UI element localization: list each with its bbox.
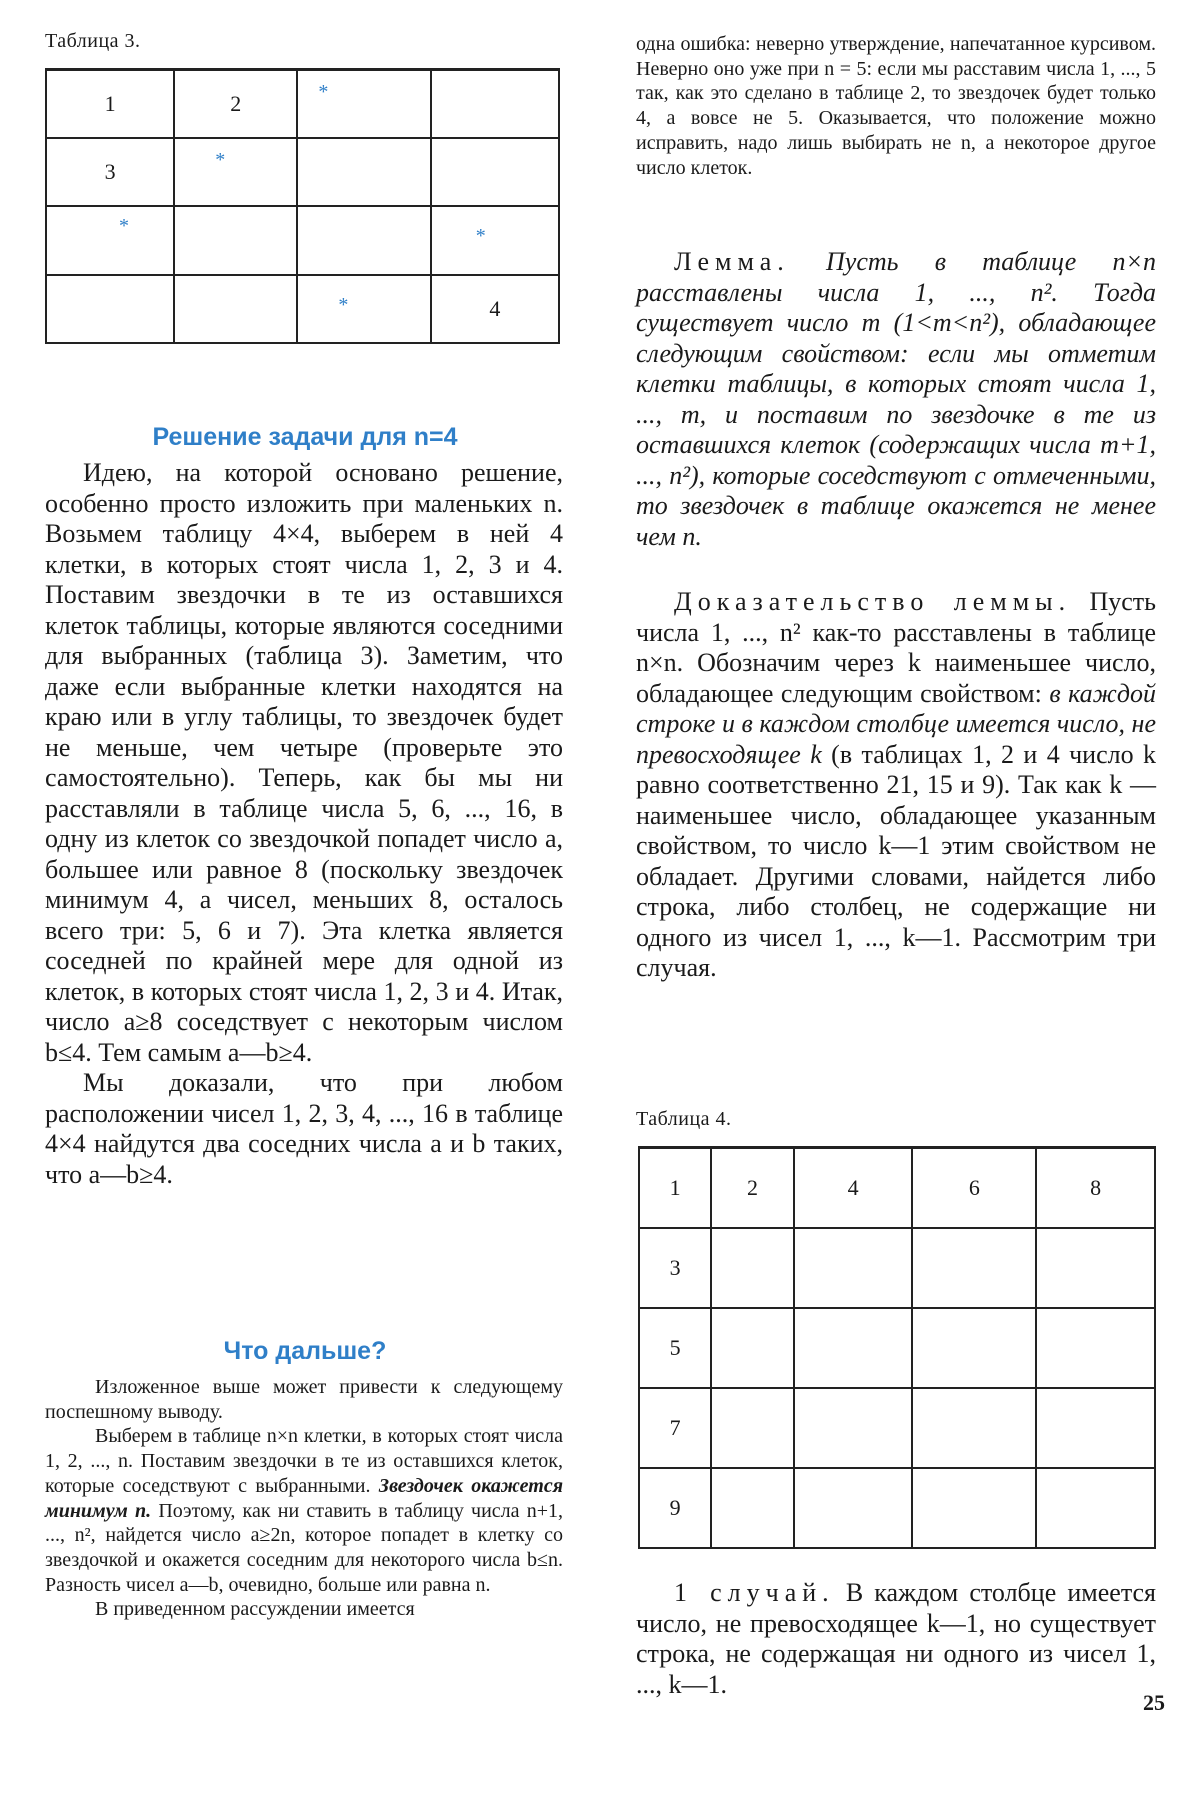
section1-body [45, 458, 563, 1190]
table4-cell [912, 1468, 1036, 1548]
table-3 [45, 68, 560, 344]
table4-cell [1036, 1468, 1155, 1548]
table3-cell [174, 206, 297, 274]
paragraph: Изложенное выше может привести к следующему поспешному выводу. [45, 1376, 563, 1423]
table3-cell: 3 [46, 138, 174, 206]
table4-cell [1036, 1308, 1155, 1388]
table4-cell: 6 [912, 1148, 1036, 1229]
table4-cell: 9 [639, 1468, 711, 1548]
page-number: 25 [1143, 1690, 1165, 1715]
lemma [636, 247, 1156, 552]
table3-cell [174, 275, 297, 343]
table4-cell [912, 1228, 1036, 1308]
table3-cell-star: * [297, 275, 430, 343]
table3-cell [297, 206, 430, 274]
section-heading-next: Что дальше? [223, 1337, 387, 1365]
table4-cell [711, 1468, 794, 1548]
table3-cell [297, 138, 430, 206]
table4-cell [711, 1308, 794, 1388]
table3-cell [46, 275, 174, 343]
paragraph: Идею, на которой основано решение, особенно просто изложить при маленьких n. Возьмем таблицу 4×4, выберем в ней 4 клетки, в которых стоят числа 1, 2, 3 и 4. Поставим звездочки в те из оставшихся клеток таблицы, которые являются соседними для выбранных (таблица 3). Заметим, что даже если выбранные клетки находятся на краю или в углу таблицы, то звездочек будет не меньше, чем четыре (проверьте это самостоятельно). Теперь, как бы мы ни расставляли в таблице числа 5, 6, ..., 16, в одну из клеток со звездочкой попадет число a, большее или равное 8 (поскольку звездочек минимум 4, а чисел, меньших 8, осталось всего три: 5, 6 и 7). Эта клетка является соседней по крайней мере для одной из клеток, в которых стоят числа 1, 2, 3 и 4. Итак, число a≥8 соседствует с некоторым числом b≤4. Тем самым a—b≥4. [45, 458, 563, 1067]
paragraph: одна ошибка: неверно утверждение, напечатанное курсивом. Неверно оно уже при n = 5: если мы расставим числа 1, ..., 5 так, как это сделано в таблице 2, то звездочек будет только 4, а вовсе не 5. Оказывается, что положение можно исправить, надо лишь выбирать не n, а некоторое другое число клеток. [636, 33, 1156, 179]
paragraph: В приведенном рассуждении имеется [95, 1598, 415, 1621]
proof-paragraph: Доказательство леммы. Пусть числа 1, ..., n² как-то расставлены в таблице n×n. Обозначим через k наименьшее число, обладающее следующим свойством: в каждой строке и в каждом столбце имеется число, не превосходящее k (в таблицах 1, 2 и 4 число k равно соответственно 21, 15 и 9). Так как k — наименьшее число, обладающее указанным свойством, то число k—1 этим свойством не обладает. Другими словами, найдется либо строка, либо столбец, не содержащие ни одного из чисел 1, ..., k—1. Рассмотрим три случая. [636, 587, 1157, 982]
table4-cell: 7 [639, 1388, 711, 1468]
table4-cell [912, 1388, 1036, 1468]
table3-cell-star: * [174, 138, 297, 206]
proof [636, 587, 1156, 984]
case-1 [636, 1578, 1156, 1700]
table4-cell: 3 [639, 1228, 711, 1308]
lemma-paragraph: Лемма. Пусть в таблице n×n расставлены числа 1, ..., n². Тогда существует число m (1<m<n²), обладающее следующим свойством: если мы отметим клетки таблицы, в которых стоят числа 1, ..., m, и поставим по звездочке в те из оставшихся клеток (содержащих числа m+1, ..., n²), которые соседствуют с отмеченными, то звездочек в таблице окажется не менее чем n. [636, 247, 1157, 551]
table3-cell [431, 70, 559, 139]
table4-caption: Таблица 4. [636, 1108, 732, 1130]
table4-cell [711, 1228, 794, 1308]
table4-cell: 5 [639, 1308, 711, 1388]
table4-cell [794, 1388, 913, 1468]
table4-cell [794, 1228, 913, 1308]
right-top-text [636, 32, 1156, 180]
case-paragraph: 1 случай. В каждом столбце имеется число, не превосходящее k—1, но существует строка, не содержащая ни одного из чисел 1, ..., k—1. [636, 1578, 1157, 1699]
table3-cell: 4 [431, 275, 559, 343]
section-heading-n4: Решение задачи для n=4 [152, 423, 458, 451]
table4-cell: 1 [639, 1148, 711, 1229]
table4-cell: 2 [711, 1148, 794, 1229]
table4-cell: 4 [794, 1148, 913, 1229]
table4-cell [1036, 1388, 1155, 1468]
table4-cell: 8 [1036, 1148, 1155, 1229]
paragraph: Мы доказали, что при любом расположении чисел 1, 2, 3, 4, ..., 16 в таблице 4×4 найдутся два соседних числа a и b таких, что a—b≥4. [45, 1068, 563, 1189]
section2-body [45, 1375, 563, 1622]
table3-cell: 2 [174, 70, 297, 139]
table3-cell [431, 138, 559, 206]
table4-cell [794, 1468, 913, 1548]
table4-cell [711, 1388, 794, 1468]
table3-cell: 1 [46, 70, 174, 139]
table-4 [638, 1146, 1156, 1549]
paragraph: Выберем в таблице n×n клетки, в которых стоят числа 1, 2, ..., n. Поставим звездочки в те из оставшихся клеток, которые соседствуют с выбранными. Звездочек окажется минимум n. Поэтому, как ни ставить в таблицу числа n+1, ..., n², найдется число a≥2n, которое попадет в клетку со звездочкой и окажется соседним для некоторого числа b≤n. Разность чисел a—b, очевидно, больше или равна n. [45, 1425, 564, 1596]
table4-cell [794, 1308, 913, 1388]
table3-cell-star: * [46, 206, 174, 274]
table4-cell [912, 1308, 1036, 1388]
table4-cell [1036, 1228, 1155, 1308]
table3-caption: Таблица 3. [45, 30, 141, 52]
table3-cell-star: * [431, 206, 559, 274]
table3-cell-star: * [297, 70, 430, 139]
